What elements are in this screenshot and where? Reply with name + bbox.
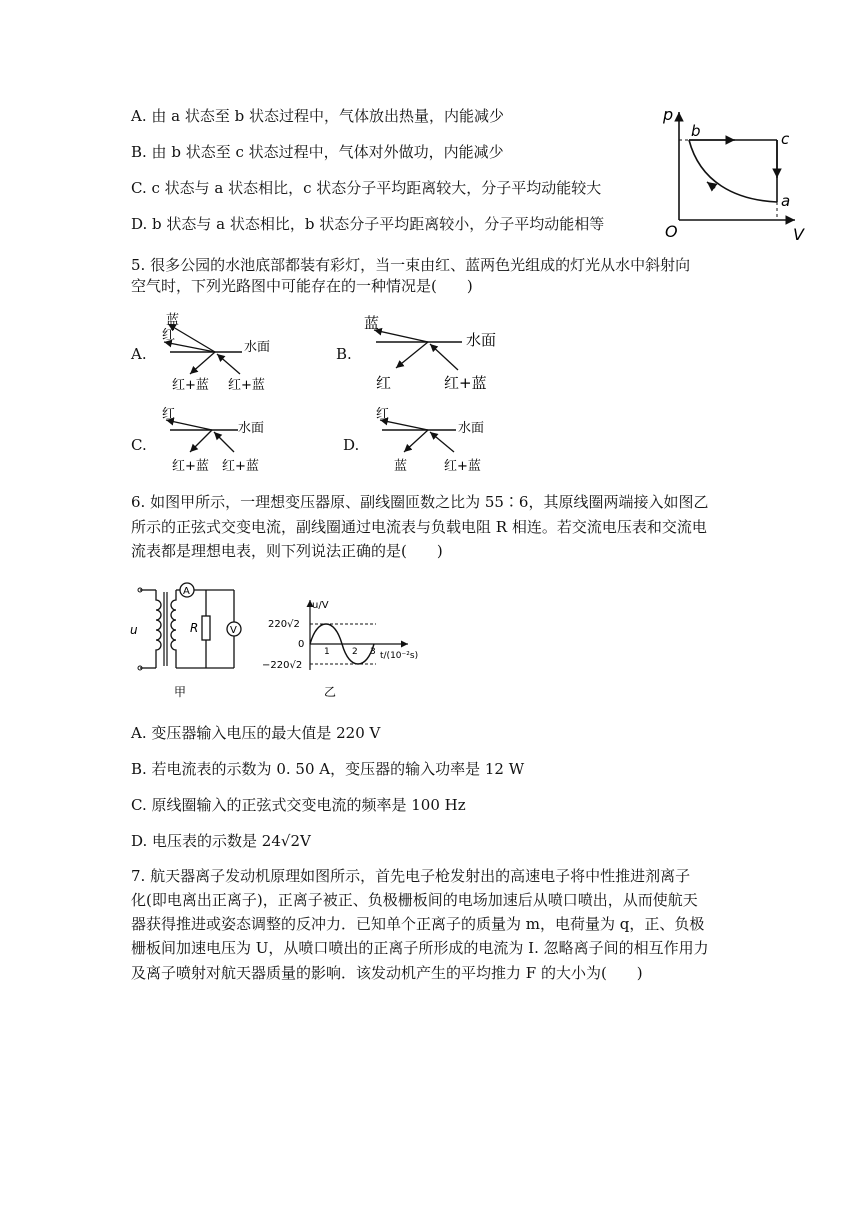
q5-option-d-letter: D.: [343, 436, 360, 454]
q5-stem-line-2: 空气时，下列光路图中可能存在的一种情况是( ): [131, 277, 473, 295]
circuit-caption: 甲: [174, 685, 187, 699]
wave-xlabel: t/(10⁻²s): [380, 651, 419, 661]
q5c-label-mix-1: 红+蓝: [172, 459, 209, 474]
q6-option-c: C. 原线圈输入的正弦式交变电流的频率是 100 Hz: [131, 796, 466, 814]
q5-diagram-c: [160, 406, 280, 478]
q6-option-b: B. 若电流表的示数为 0. 50 A，变压器的输入功率是 12 W: [131, 760, 525, 778]
q5d-label-water: 水面: [458, 421, 485, 436]
q5c-label-mix-2: 红+蓝: [222, 459, 259, 474]
q5b-label-blue: 蓝: [364, 314, 380, 332]
q7-stem-line-2: 化(即电离出正离子)，正离子被正、负极栅板间的电场加速后从喷口喷出，从而使航天: [131, 891, 698, 909]
q5a-label-mix-1: 红+蓝: [172, 378, 209, 393]
q5a-label-water: 水面: [244, 340, 271, 355]
q5-diagram-b: [362, 312, 512, 394]
q7-stem-line-3: 器获得推进或姿态调整的反冲力．已知单个正离子的质量为 m，电荷量为 q，正、负极: [131, 915, 705, 933]
q7-stem-line-4: 栅板间加速电压为 U，从喷口喷出的正离子所形成的电流为 I. 忽略离子间的相互作用力: [131, 939, 709, 957]
q5c-label-red: 红: [162, 407, 176, 422]
transformer-circuit: [126, 578, 256, 703]
ammeter-label: A: [183, 586, 190, 597]
pv-label-c: c: [781, 130, 790, 148]
wave-ymin: −220√2: [262, 660, 303, 671]
wave-tick-3: 3: [370, 647, 376, 657]
q6-stem-line-2: 所示的正弦式交变电流，副线圈通过电流表与负载电阻 R 相连。若交流电压表和交流电: [131, 518, 707, 536]
q4-option-d: D. b 状态与 a 状态相比，b 状态分子平均距离较小，分子平均动能相等: [131, 215, 605, 233]
q5-option-b-letter: B.: [336, 345, 352, 363]
q5-diagram-d: [372, 406, 502, 478]
wave-tick-2: 2: [352, 647, 358, 657]
pv-label-p: p: [663, 105, 674, 124]
q5b-label-red: 红: [376, 374, 392, 392]
pv-label-v: V: [793, 225, 804, 244]
q7-stem-line-5: 及离子喷射对航天器质量的影响．该发动机产生的平均推力 F 的大小为( ): [131, 964, 643, 982]
q6-option-d: D. 电压表的示数是 24√2V: [131, 832, 311, 850]
pv-label-b: b: [691, 122, 701, 140]
q5-diagram-a: [160, 312, 290, 392]
q5a-label-mix-2: 红+蓝: [228, 378, 265, 393]
circuit-label-r: R: [190, 621, 199, 635]
q5a-label-red: 红: [162, 328, 176, 343]
wave-ymax: 220√2: [268, 619, 300, 630]
q4-option-b: B. 由 b 状态至 c 状态过程中，气体对外做功，内能减少: [131, 143, 504, 161]
q5d-label-blue: 蓝: [394, 459, 408, 474]
wave-caption: 乙: [324, 685, 337, 699]
q6-stem-line-3: 流表都是理想电表，则下列说法正确的是( ): [131, 542, 443, 560]
q5b-label-mix: 红+蓝: [444, 374, 487, 392]
q7-stem-line-1: 7. 航天器离子发动机原理如图所示，首先电子枪发射出的高速电子将中性推进剂离子: [131, 867, 691, 885]
wave-ylabel: u/V: [312, 600, 329, 611]
q5-option-a-letter: A.: [131, 345, 147, 363]
voltmeter-label: V: [230, 625, 237, 636]
q6-stem-line-1: 6. 如图甲所示，一理想变压器原、副线圈匝数之比为 55∶6，其原线圈两端接入如图乙: [131, 493, 709, 511]
q4-option-a: A. 由 a 状态至 b 状态过程中，气体放出热量，内能减少: [131, 107, 504, 125]
wave-zero: 0: [298, 639, 305, 650]
q5a-label-blue: 蓝: [166, 313, 180, 328]
voltage-waveform: [262, 594, 432, 702]
circuit-label-u: u: [130, 623, 138, 637]
q5-stem-line-1: 5. 很多公园的水池底部都装有彩灯，当一束由红、蓝两色光组成的灯光从水中斜射向: [131, 256, 691, 274]
q5d-label-mix: 红+蓝: [444, 459, 481, 474]
pv-graph: [655, 100, 815, 245]
pv-label-o: O: [665, 222, 678, 241]
q5-option-c-letter: C.: [131, 436, 147, 454]
pv-label-a: a: [781, 192, 791, 210]
q6-option-a: A. 变压器输入电压的最大值是 220 V: [131, 724, 381, 742]
wave-tick-1: 1: [324, 647, 330, 657]
q5b-label-water: 水面: [466, 331, 497, 349]
q5d-label-red: 红: [376, 407, 390, 422]
q5c-label-water: 水面: [238, 421, 265, 436]
q4-option-c: C. c 状态与 a 状态相比，c 状态分子平均距离较大，分子平均动能较大: [131, 179, 602, 197]
